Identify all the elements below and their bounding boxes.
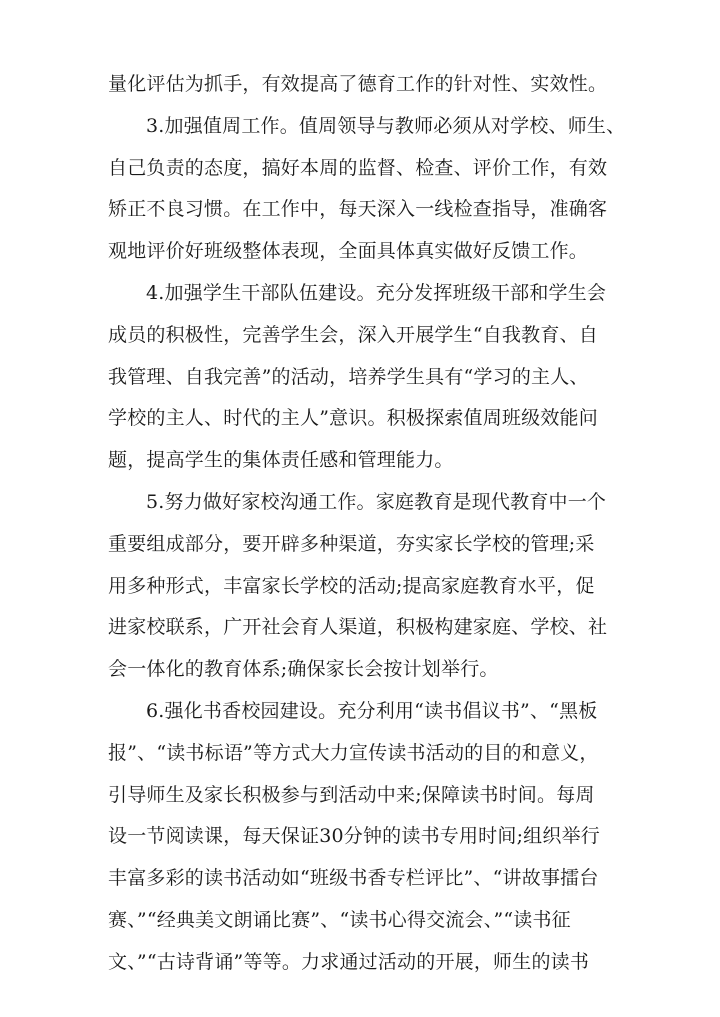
text-line: 丰富多彩的读书活动如“班级书香专栏评比”、“讲故事擂台 (108, 867, 599, 889)
text-line: 设一节阅读课，每天保证30分钟的读书专用时间;组织举行 (108, 825, 600, 847)
text-line: 量化评估为抓手，有效提高了德育工作的针对性、实效性。 (108, 73, 608, 95)
text-line: 用多种形式，丰富家长学校的活动;提高家庭教育水平，促 (108, 575, 595, 597)
paragraph-6-heading-line: 6.强化书香校园建设。充分利用“读书倡议书”、“黑板 (146, 700, 598, 722)
text-line: 引导师生及家长积极参与到活动中来;保障读书时间。每周 (108, 784, 595, 806)
paragraph-3-heading-line: 3.加强值周工作。值周领导与教师必须从对学校、师生、 (146, 115, 626, 137)
text-line: 文、”“古诗背诵”等等。力求通过活动的开展，师生的读书 (108, 951, 590, 973)
text-line: 自己负责的态度，搞好本周的监督、检查、评价工作，有效 (108, 157, 608, 179)
text-line: 观地评价好班级整体表现，全面具体真实做好反馈工作。 (108, 240, 589, 262)
text-line: 报”、“读书标语”等方式大力宣传读书活动的目的和意义， (108, 742, 599, 764)
text-line: 矫正不良习惯。在工作中，每天深入一线检查指导，准确客 (108, 198, 608, 220)
text-line: 赛、”“经典美文朗诵比赛”、“读书心得交流会、”“读书征 (108, 909, 571, 931)
text-line: 学校的主人、时代的主人”意识。积极探索值周班级效能问 (108, 407, 598, 429)
text-line: 成员的积极性，完善学生会，深入开展学生“自我教育、自 (108, 324, 598, 346)
text-line: 我管理、自我完善”的活动，培养学生具有“学习的主人、 (108, 366, 589, 388)
text-line: 重要组成部分，要开辟多种渠道，夯实家长学校的管理;采 (108, 533, 595, 555)
paragraph-4-heading-line: 4.加强学生干部队伍建设。充分发挥班级干部和学生会 (146, 282, 607, 304)
text-line: 题，提高学生的集体责任感和管理能力。 (108, 449, 454, 471)
text-line: 会一体化的教育体系;确保家长会按计划举行。 (108, 658, 499, 680)
text-line: 进家校联系，广开社会育人渠道，积极构建家庭、学校、社 (108, 616, 608, 638)
paragraph-5-heading-line: 5.努力做好家校沟通工作。家庭教育是现代教育中一个 (146, 491, 607, 513)
